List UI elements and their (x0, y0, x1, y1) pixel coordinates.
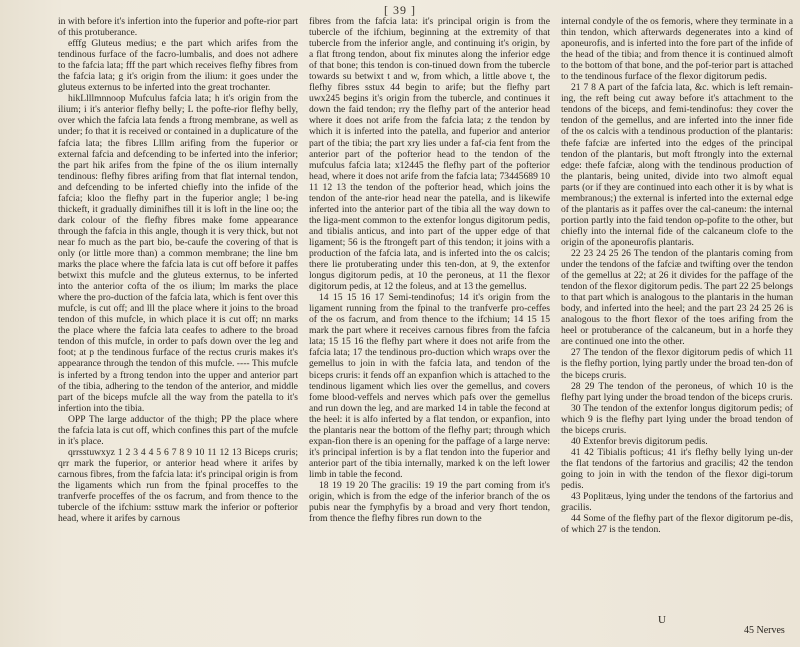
paragraph: 41 42 Tibialis pofticus; 41 it's flefhy belly lying un-der the flat tendons of the fartorius and gracilis; 42 the tendon going to join in with the tendon of the flexor digi-torum pedis. (561, 446, 793, 491)
text-column-left (58, 16, 298, 636)
signature-mark: U (658, 614, 666, 626)
paragraph: 14 15 15 16 17 Semi-tendinofus; 14 it's origin from the ligament running from the fpinal to the tranfverfe pro-ceffes of the os facrum, and from thence to the ifchium; 14 15 15 mark the part where it receives carnous fibres from the fafcia lata; 15 15 16 the flefhy part where it does not arife from the fafcia lata; 17 the tendinous pro-duction which wraps over the gemellus to join in with the fafcia lata, and tendon of the biceps cruris: it fends off an expanfion which is attached to the tendinous ligament which lies over the gemellus, and covers fome blood-veffels and nerves which pafs over the gemellus and run down the leg, and are marked 14 in table the fecond at the heel: it is alfo inferted by a flat tendon, or expanfion, into the plantaris near the bottom of the flefhy part; through which expan-fion there is an opening for the paffage of a large nerve: it's principal infertion is by a flat tendon into the fuperior and anterior part of the tibia internally, marked k on the left lower limb in table the fecond. (309, 292, 550, 480)
paragraph: OPP The large adductor of the thigh; PP the place where the fafcia lata is cut off, which confines this part of the mufcle in it's place. (58, 413, 298, 447)
paragraph: 28 29 The tendon of the peroneus, of which 10 is the flefhy part lying under the broad tendon of the biceps cruris. (561, 380, 793, 403)
paragraph: qrrsstuwxyz 1 2 3 4 4 5 6 7 8 9 10 11 12 13 Biceps cruris; qrr mark the fuperior, or anterior head where it arifes by carnous fibres, from the fafcia lata: it's principal origin is from the ligaments which run from the fpinal proceffes to the tranfverfe proceffes of the os facrum, and from thence to the tubercle of the ifchium: ssttuw mark the inferior or pofterior head, where it arifes by carnous (58, 446, 298, 525)
page-number: [ 39 ] (384, 3, 416, 17)
paragraph: hikLlllmnnoop Mufculus fafcia lata; h it's origin from the ilium; i it's anterior flefhy belly; L the pofte-rior flefhy belly, over which the fafcia lata fends a ftrong membrane, as well as under; fo that it is received or contained in a duplicature of the fafcia lata; the fibres Llllm arifing from the fuperior or external fafcia and defcending to be inferted into the inferior; the part hik arifes from the fpine of the os ilium internally tendinous: flefhy fibres arifing from that flat internal tendon, and defcending to be inferted chiefly into the infide of the fafcia; kloo the flefhy part in the fuperior angle; l be-ing thickeft, it gradually diminifhes till it is loft in the line oo; the dark colour of the flefhy fibres make fome appearance through the fafcia in this angle, though it is very thick, but not near fo much as the part bio, be-caufe the covering of that is only (or little more than) a common membrane; the line bm marks the place where the fafcia lata is cut off before it paffes betwixt this mufcle and the gluteus externus, to be inferted into the anterior cofta of the os ilium; lm marks the place where the pro-duction of the fafcia lata, which is fent over this mufcle, is cut off; and lll the place where it joins to the broad tendon of this mufcle, in which place it is cut off; nn marks the place where the fafcia lata ceafes to adhere to the broad tendon of this mufcle, in order to pafs down over the leg and foot; at p the tendinous furface of the rectus cruris makes it's appearance through the tendon of this mufcle. ---- This mufcle is inferted by a ftrong tendon into the upper and anterior part of the tibia, adhering to the tendon of the anterior, and middle part of the biceps mufcle all the way from the patella to it's infertion into the tibia. (58, 93, 298, 414)
catchword: 45 Nerves (744, 625, 785, 636)
text-column-right (561, 16, 793, 636)
paragraph: 18 19 19 20 The gracilis: 19 19 the part coming from it's origin, which is from the edge of the inferior branch of the os pubis near the fymphyfis by a broad and very fhort tendon, from thence the flefhy fibres run down to the (309, 479, 550, 525)
paragraph: 27 The tendon of the flexor digitorum pedis of which 11 is the flefhy portion, lying partly under the broad ten-don of the biceps cruris. (561, 347, 793, 381)
text-column-middle (309, 16, 550, 636)
paragraph: 40 Extenfor brevis digitorum pedis. (571, 435, 708, 447)
paragraph: 44 Some of the flefhy part of the flexor digitorum pe-dis, of which 27 is the tendon. (561, 513, 793, 536)
paragraph: fibres from the fafcia lata: it's principal origin is from the tubercle of the ifchium, beginning at the extremity of that tubercle from the inferior angle, and continuing it's origin, by a flat ftrong tendon, about fix minutes along the inferior edge of that bone; this tendon is con-tinued down from the tubercle towards su betwixt t and w, from which, a little above t, the flefhy fibres sstux 44 begin to arife; but the flefhy part uwx245 begins it's origin from the tubercle, and continues it down the faid tendon; rry the flefhy part of the anterior head where it does not arife from the fafcia lata; z the tendon by which it is inferted into the patella, and fuperior and anterior part of the tibia; the part xry lies under a faf-cia fent from the anterior part of the pofterior head to the tendon of the mufculus fafcia lata; x12445 the flefhy part of the pofterior head, where it does not arife from the fafcia lata; 73445689 10 11 12 13 the tendon of the pofterior head, which joins the tendon of the ante-rior head near the patella, and is likewife inferted into the anterior part of the tibia all the way down to the liga-ment common to the extenfor longus digitorum pedis, and tibialis anticus, and into part of the upper edge of that ligament; 56 is the ftrongeft part of this tendon; it joins with a production of the fafcia lata, and is inferted into the os calcis; there lie protuberating under this ten-don, at 9, the extenfor longus digitorum pedis, at 10 the peroneus, at 11 the flexor digitorum pedis, at 12 the foleus, and at 13 the gemellus. (309, 16, 550, 293)
paragraph: 43 Poplitæus, lying under the tendons of the fartorius and gracilis. (561, 491, 793, 514)
paragraph: 30 The tendon of the extenfor longus digitorum pedis; of which 9 is the flefhy part lying under the broad tendon of the biceps cruris. (561, 402, 793, 436)
paragraph: 22 23 24 25 26 The tendon of the plantaris coming from under the tendons of the fafciæ and twifting over the tendon of the gemellus at 22; at 26 it divides for the paffage of the tendon of the flexor digitorum pedis. The part 22 25 belongs to that part which is analogous to the plantaris in the human body, and inferted into the heel; and the part 23 24 25 26 is analogous to the fhort flexor of the toes arifing from the heel or protuberance of the calcaneum, but in a horfe they are continued one into the other. (561, 247, 793, 348)
paragraph: 21 7 8 A part of the fafcia lata, &c. which is left remain-ing, the reft being cut away before it's attachment to the tendons of the biceps, and femi-tendinofus: they cover the tendon of the gemellus, and are inferted into the inner fide of the os calcis with a tendinous production of the plantaris: thefe fafciæ are inferted into the edges of the principal tendon of the plantaris, but moft ftrongly into the external edge: thefe fafciæ, along with the tendinous production of the plantaris, being united, divide into two almoft equal parts (or if they are continued into each other it is by what is membranous;) the external is inferted into the external edge of the plantaris as it paffes over the cal-caneum: the internal portion partly into the faid tendon op-pofite to the other, but chiefly into the internal fide of the calcaneum clofe to the origin of the aponeurofis plantaris. (561, 82, 793, 248)
paragraph: in with before it's infertion into the fuperior and pofte-rior part of this protuberance. (58, 16, 298, 39)
paragraph: efffg Gluteus medius; e the part which arifes from the tendinous furface of the facro-lumbalis, and does not adhere to the fafcia lata; fff the part which receives flefhy fibres from the fafcia lata; g it's origin from the ilium: it goes under the gluteus externus to be inferted into the great trochanter. (58, 38, 298, 94)
paragraph: internal condyle of the os femoris, where they terminate in a thin tendon, which afterwards degenerates into a kind of aponeurofis, and is inferted into the fore part of the infide of the head of the tibia; and from thence it is continued almoft to the bottom of that bone, and the pof-terior part is attached to the tendinous furface of the flexor digitorum pedis. (561, 16, 793, 83)
